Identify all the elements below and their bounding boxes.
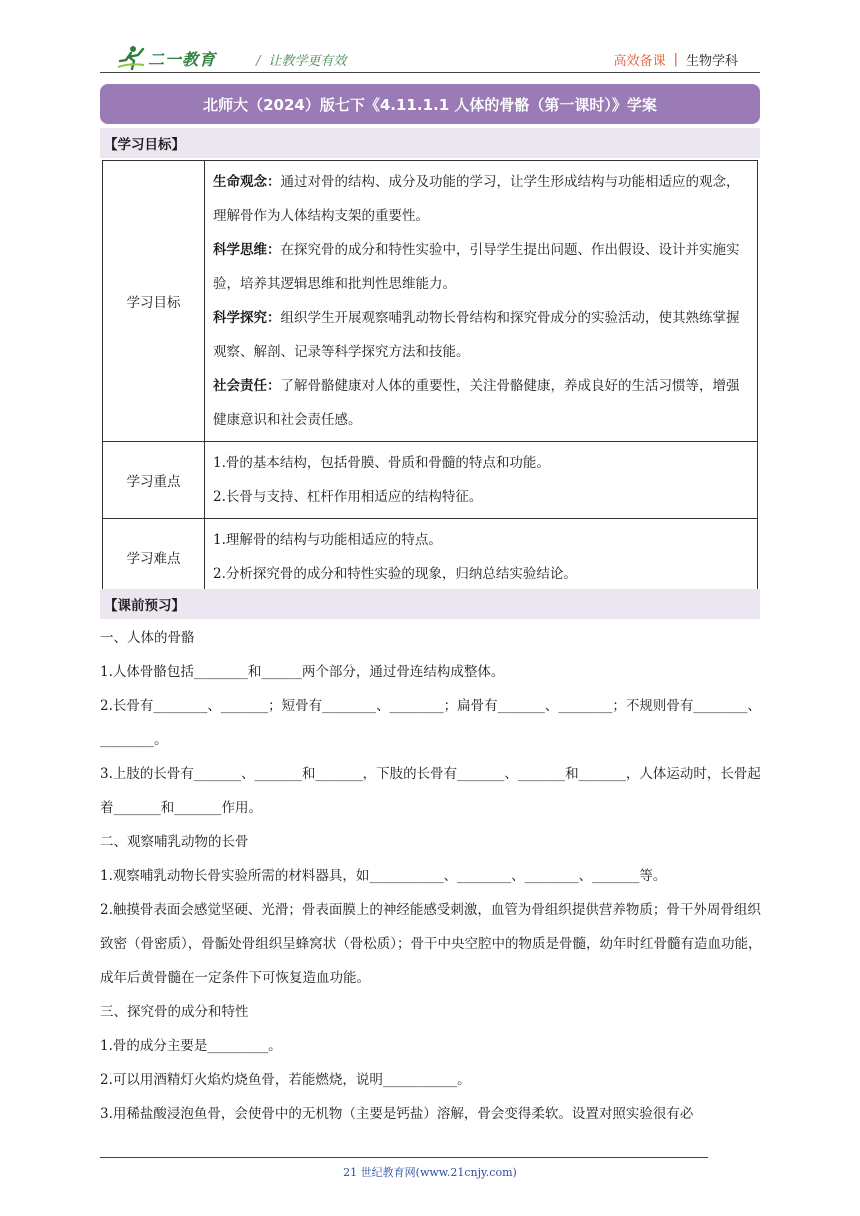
- goals-label: 学习目标: [126, 295, 181, 311]
- difficulty-label-cell: [103, 519, 205, 596]
- goal-text: 了解骨骼健康对人体的重要性，关注骨骼健康，养成良好的生活习惯等，增强健康意识和社会责任感。: [213, 378, 740, 428]
- difficulty-item: 1.理解骨的结构与功能相适应的特点。: [213, 532, 442, 548]
- body-line: 2.可以用酒精灯火焰灼烧鱼骨，若能燃烧，说明___________。: [100, 1072, 471, 1088]
- table-row: [103, 161, 758, 442]
- goal-head: 社会责任：: [213, 378, 281, 394]
- key-points-cell: [205, 442, 758, 519]
- header-separator: |: [673, 52, 678, 67]
- slogan: / 让教学更有效: [256, 54, 347, 69]
- body-line: 3.用稀盐酸浸泡鱼骨，会使骨中的无机物（主要是钙盐）溶解，骨会变得柔软。设置对照实验很有必: [100, 1106, 694, 1122]
- goal-text: 组织学生开展观察哺乳动物长骨结构和探究骨成分的实验活动，使其熟练掌握观察、解剖、记录等科学探究方法和技能。: [213, 310, 740, 360]
- key-point-item: 1.骨的基本结构，包括骨膜、骨质和骨髓的特点和功能。: [213, 455, 550, 471]
- goal-head: 生命观念：: [213, 174, 281, 190]
- difficulty-item: 2.分析探究骨的成分和特性实验的现象，归纳总结实验结论。: [213, 566, 577, 582]
- header-rule: [100, 72, 760, 73]
- key-point-item: 2.长骨与支持、杠杆作用相适应的结构特征。: [213, 489, 483, 505]
- key-points-label-cell: [103, 442, 205, 519]
- goal-para: [213, 165, 749, 233]
- goal-head: 科学探究：: [213, 310, 281, 326]
- section-goals-title: 【学习目标】: [104, 137, 185, 153]
- goal-para: [213, 301, 749, 369]
- difficulty-label: 学习难点: [126, 551, 181, 567]
- footer-link[interactable]: 21 世纪教育网(www.21cnjy.com): [343, 1166, 517, 1179]
- body-line: 一、人体的骨骼: [100, 630, 195, 646]
- goal-text: 通过对骨的结构、成分及功能的学习，让学生形成结构与功能相适应的观念，理解骨作为人体结构支架的重要性。: [213, 174, 740, 224]
- slogan-text: 让教学更有效: [268, 54, 347, 69]
- goal-text: 在探究骨的成分和特性实验中，引导学生提出问题、作出假设、设计并实施实验，培养其逻辑思维和批判性思维能力。: [213, 242, 740, 292]
- goals-table: [102, 160, 758, 596]
- body-line: 三、探究骨的成分和特性: [100, 1004, 249, 1020]
- logo-text: 二一教育: [148, 49, 217, 69]
- body-line: 二、观察哺乳动物的长骨: [100, 834, 249, 850]
- footer-rule: [100, 1157, 708, 1158]
- logo: [116, 44, 216, 72]
- goal-para: [213, 233, 749, 301]
- goal-head: 科学思维：: [213, 242, 281, 258]
- title-banner: [100, 84, 760, 124]
- page-header: [100, 44, 760, 72]
- goal-para: [213, 369, 749, 437]
- key-points-label: 学习重点: [126, 474, 181, 490]
- body-line: 1.观察哺乳动物长骨实验所需的材料器具，如___________、________、________、_______等。: [100, 868, 667, 884]
- body-line: 2.长骨有________、_______；短骨有________、________；扁骨有_______、________；不规则骨有________、________。: [100, 698, 761, 748]
- header-right: [614, 50, 738, 69]
- body-line: 2.触摸骨表面会感觉坚硬、光滑；骨表面膜上的神经能感受刺激，血管为骨组织提供营养物质；骨干外周骨组织致密（骨密质），骨骺处骨组织呈蜂窝状（骨松质）；骨干中央空腔中的物质是骨髓，幼年时红骨髓有造血功能，成年后黄骨髓在一定条件下可恢复造血功能。: [100, 902, 762, 986]
- body-line: 1.人体骨骼包括________和______两个部分，通过骨连结构成整体。: [100, 664, 505, 680]
- body-line: 1.骨的成分主要是_________。: [100, 1038, 282, 1054]
- preview-body: [100, 621, 762, 1131]
- page-title: 北师大（2024）版七下《4.11.1.1 人体的骨骼（第一课时）》学案: [203, 95, 657, 114]
- section-goals-bar: [100, 128, 760, 158]
- section-preview-title: 【课前预习】: [104, 598, 185, 614]
- header-label-efficient: 高效备课: [613, 54, 666, 69]
- header-label-subject: 生物学科: [685, 54, 738, 69]
- difficulty-cell: [205, 519, 758, 596]
- section-preview-bar: [100, 589, 760, 619]
- table-row: [103, 442, 758, 519]
- goals-label-cell: [103, 161, 205, 442]
- table-row: [103, 519, 758, 596]
- goals-content-cell: [205, 161, 758, 442]
- runner-logo-icon: [116, 45, 146, 71]
- body-line: 3.上肢的长骨有_______、_______和_______，下肢的长骨有_______、_______和_______，人体运动时，长骨起着_______和_______作用。: [100, 766, 761, 816]
